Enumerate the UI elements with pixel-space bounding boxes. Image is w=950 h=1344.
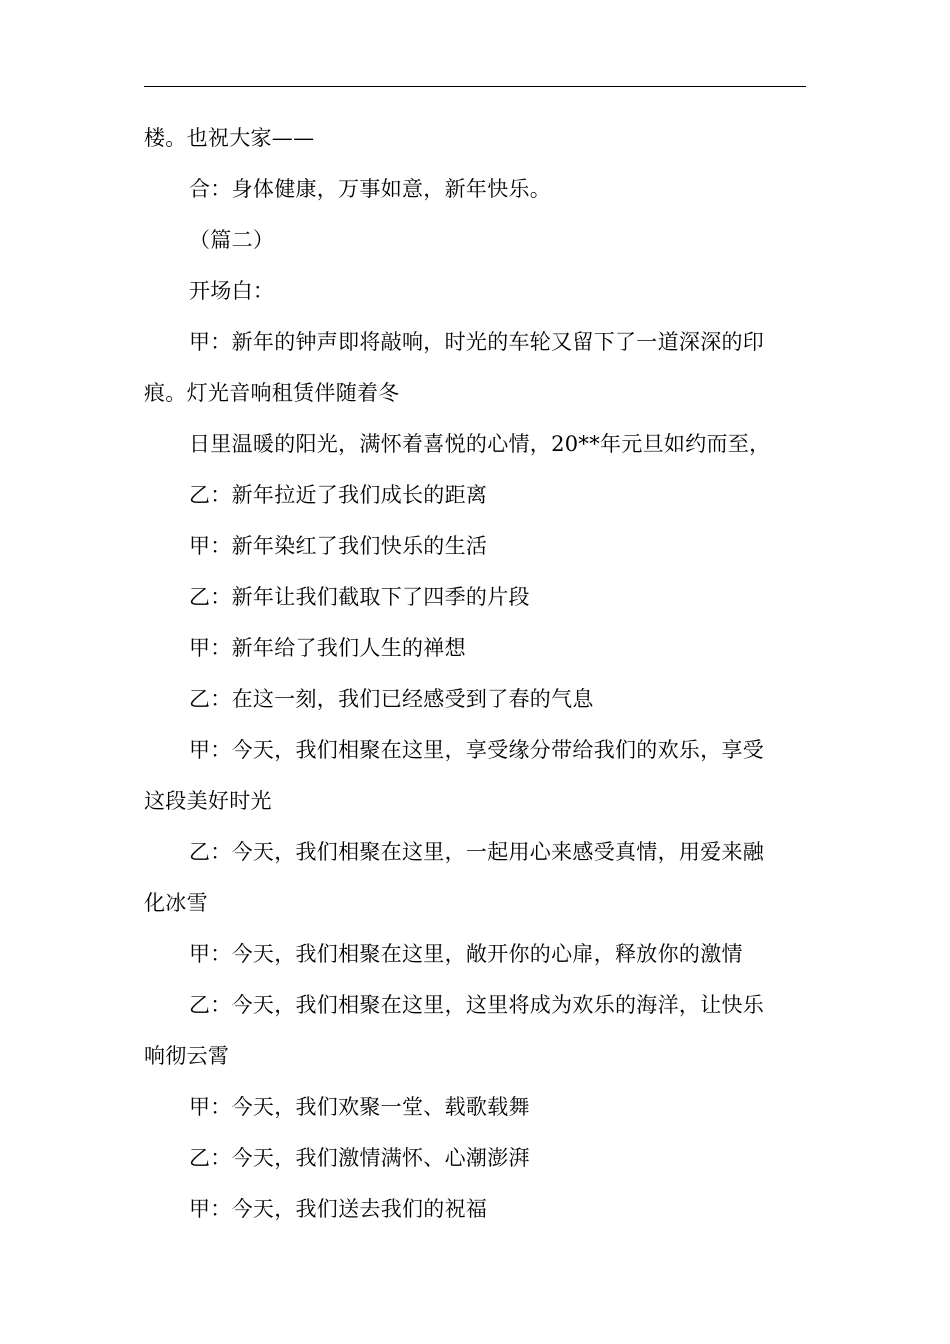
paragraph-9: 甲：新年染红了我们快乐的生活 bbox=[189, 534, 488, 558]
paragraph-13: 甲：今天，我们相聚在这里，享受缘分带给我们的欢乐，享受 bbox=[189, 738, 765, 762]
document-body bbox=[144, 113, 806, 1235]
paragraph-20: 甲：今天，我们欢聚一堂、载歌载舞 bbox=[189, 1095, 530, 1119]
paragraph-7: 日里温暖的阳光，满怀着喜悦的心情，20**年元旦如约而至， bbox=[189, 432, 771, 456]
paragraph-1: 楼。也祝大家—— bbox=[144, 126, 315, 150]
paragraph-14: 这段美好时光 bbox=[144, 789, 272, 813]
paragraph-18: 乙：今天，我们相聚在这里，这里将成为欢乐的海洋，让快乐 bbox=[189, 993, 765, 1017]
paragraph-10: 乙：新年让我们截取下了四季的片段 bbox=[189, 585, 530, 609]
paragraph-12: 乙：在这一刻，我们已经感受到了春的气息 bbox=[189, 687, 594, 711]
paragraph-19: 响彻云霄 bbox=[144, 1044, 230, 1068]
paragraph-16: 化冰雪 bbox=[144, 891, 208, 915]
paragraph-6: 痕。灯光音响租赁伴随着冬 bbox=[144, 381, 400, 405]
paragraph-8: 乙：新年拉近了我们成长的距离 bbox=[189, 483, 488, 507]
paragraph-5: 甲：新年的钟声即将敲响，时光的车轮又留下了一道深深的印 bbox=[189, 330, 765, 354]
header-rule bbox=[144, 86, 806, 87]
paragraph-22: 甲：今天，我们送去我们的祝福 bbox=[189, 1197, 488, 1221]
paragraph-11: 甲：新年给了我们人生的禅想 bbox=[189, 636, 466, 660]
paragraph-4: 开场白： bbox=[189, 279, 275, 303]
paragraph-2: 合：身体健康，万事如意，新年快乐。 bbox=[189, 177, 552, 201]
paragraph-17: 甲：今天，我们相聚在这里，敞开你的心扉，释放你的激情 bbox=[189, 942, 743, 966]
paragraph-21: 乙：今天，我们激情满怀、心潮澎湃 bbox=[189, 1146, 530, 1170]
paragraph-3: （篇二） bbox=[189, 228, 275, 252]
paragraph-15: 乙：今天，我们相聚在这里，一起用心来感受真情，用爱来融 bbox=[189, 840, 765, 864]
